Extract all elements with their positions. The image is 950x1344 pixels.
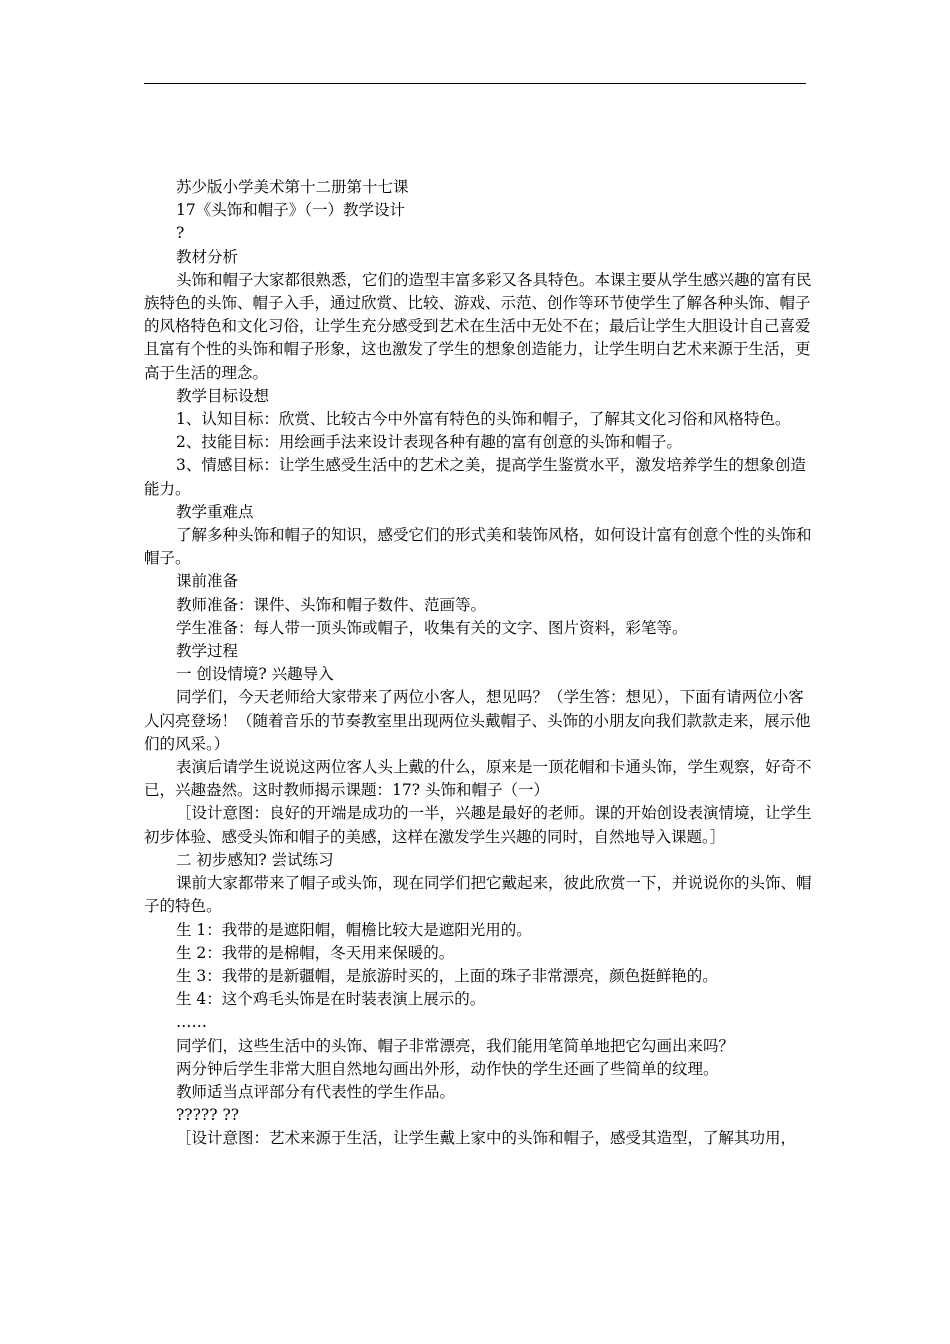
section-heading-process: 教学过程 [176,642,239,661]
student-answer-4: 生 4：这个鸡毛头饰是在时装表演上展示的。 [176,990,486,1009]
doc-placeholder-mark: ? [176,224,185,243]
step2-paragraph-review: 教师适当点评部分有代表性的学生作品。 [176,1082,456,1101]
doc-lesson-title: 17《头饰和帽子》（一）教学设计 [176,201,405,220]
step2-paragraph-intro: 课前大家都带来了帽子或头饰，现在同学们把它戴起来，彼此欣赏一下，并说说你的头饰、帽子的特色。 [144,874,812,916]
section-heading-goals: 教学目标设想 [176,386,270,405]
goal-emotional: 3、情感目标：让学生感受生活中的艺术之美，提高学生鉴赏水平，激发培养学生的想象创造能力。 [144,456,806,498]
student-answer-2: 生 2：我带的是棉帽，冬天用来保暖的。 [176,943,455,962]
doc-series-title: 苏少版小学美术第十二册第十七课 [176,178,409,196]
prep-teacher: 教师准备：课件、头饰和帽子数件、范画等。 [176,595,487,614]
question-marks-line: ????? ?? [176,1106,240,1125]
step2-design-intent: ［设计意图：艺术来源于生活，让学生戴上家中的头饰和帽子，感受其造型，了解其功用， [176,1129,797,1148]
student-answer-1: 生 1：我带的是遮阳帽，帽檐比较大是遮阳光用的。 [176,920,532,939]
prep-student: 学生准备：每人带一顶头饰或帽子，收集有关的文字、图片资料，彩笔等。 [176,618,688,637]
goal-skill: 2、技能目标：用绘画手法来设计表现各种有趣的富有创意的头饰和帽子。 [176,433,682,452]
paragraph-keypoints: 了解多种头饰和帽子的知识，感受它们的形式美和装饰风格，如何设计富有创意个性的头饰和帽子。 [144,526,812,568]
header-rule [144,83,806,84]
student-answer-3: 生 3：我带的是新疆帽，是旅游时买的，上面的珠子非常漂亮，颜色挺鲜艳的。 [176,966,718,985]
step2-paragraph-drawing: 两分钟后学生非常大胆自然地勾画出外形，动作快的学生还画了些简单的纹理。 [176,1059,719,1078]
step2-heading: 二 初步感知? 尝试练习 [176,850,334,869]
step1-paragraph-reveal: 表演后请学生说说这两位客人头上戴的什么，原来是一顶花帽和卡通头饰，学生观察，好奇不已，兴趣盎然。这时教师揭示课题：17? 头饰和帽子（一） [144,758,812,800]
document-body [144,176,812,1151]
step2-paragraph-question: 同学们，这些生活中的头饰、帽子非常漂亮，我们能用笔简单地把它勾画出来吗？ [176,1036,735,1055]
section-heading-preparation: 课前准备 [176,572,239,591]
step1-design-intent: ［设计意图：良好的开端是成功的一半，兴趣是最好的老师。课的开始创设表演情境，让学生初步体验、感受头饰和帽子的美感，这样在激发学生兴趣的同时，自然地导入课题。］ [144,804,812,846]
section-heading-analysis: 教材分析 [176,247,239,266]
paragraph-analysis: 头饰和帽子大家都很熟悉，它们的造型丰富多彩又各具特色。本课主要从学生感兴趣的富有民族特色的头饰、帽子入手，通过欣赏、比较、游戏、示范、创作等环节使学生了解各种头饰、帽子的风格特色和文化习俗，让学生充分感受到艺术在生活中无处不在；最后让学生大胆设计自己喜爱且富有个性的头饰和帽子形象，这也激发了学生的想象创造能力，让学生明白艺术来源于生活，更高于生活的理念。 [144,270,812,382]
section-heading-keypoints: 教学重难点 [176,502,254,521]
step1-heading: 一 创设情境? 兴趣导入 [176,665,334,684]
ellipsis-line: …… [176,1013,207,1032]
goal-cognitive: 1、认知目标：欣赏、比较古今中外富有特色的头饰和帽子，了解其文化习俗和风格特色。 [176,410,791,429]
step1-paragraph-intro: 同学们，今天老师给大家带来了两位小客人，想见吗？（学生答：想见），下面有请两位小客人闪亮登场！（随着音乐的节奏教室里出现两位头戴帽子、头饰的小朋友向我们款款走来，展示他们的风采。） [144,688,811,753]
